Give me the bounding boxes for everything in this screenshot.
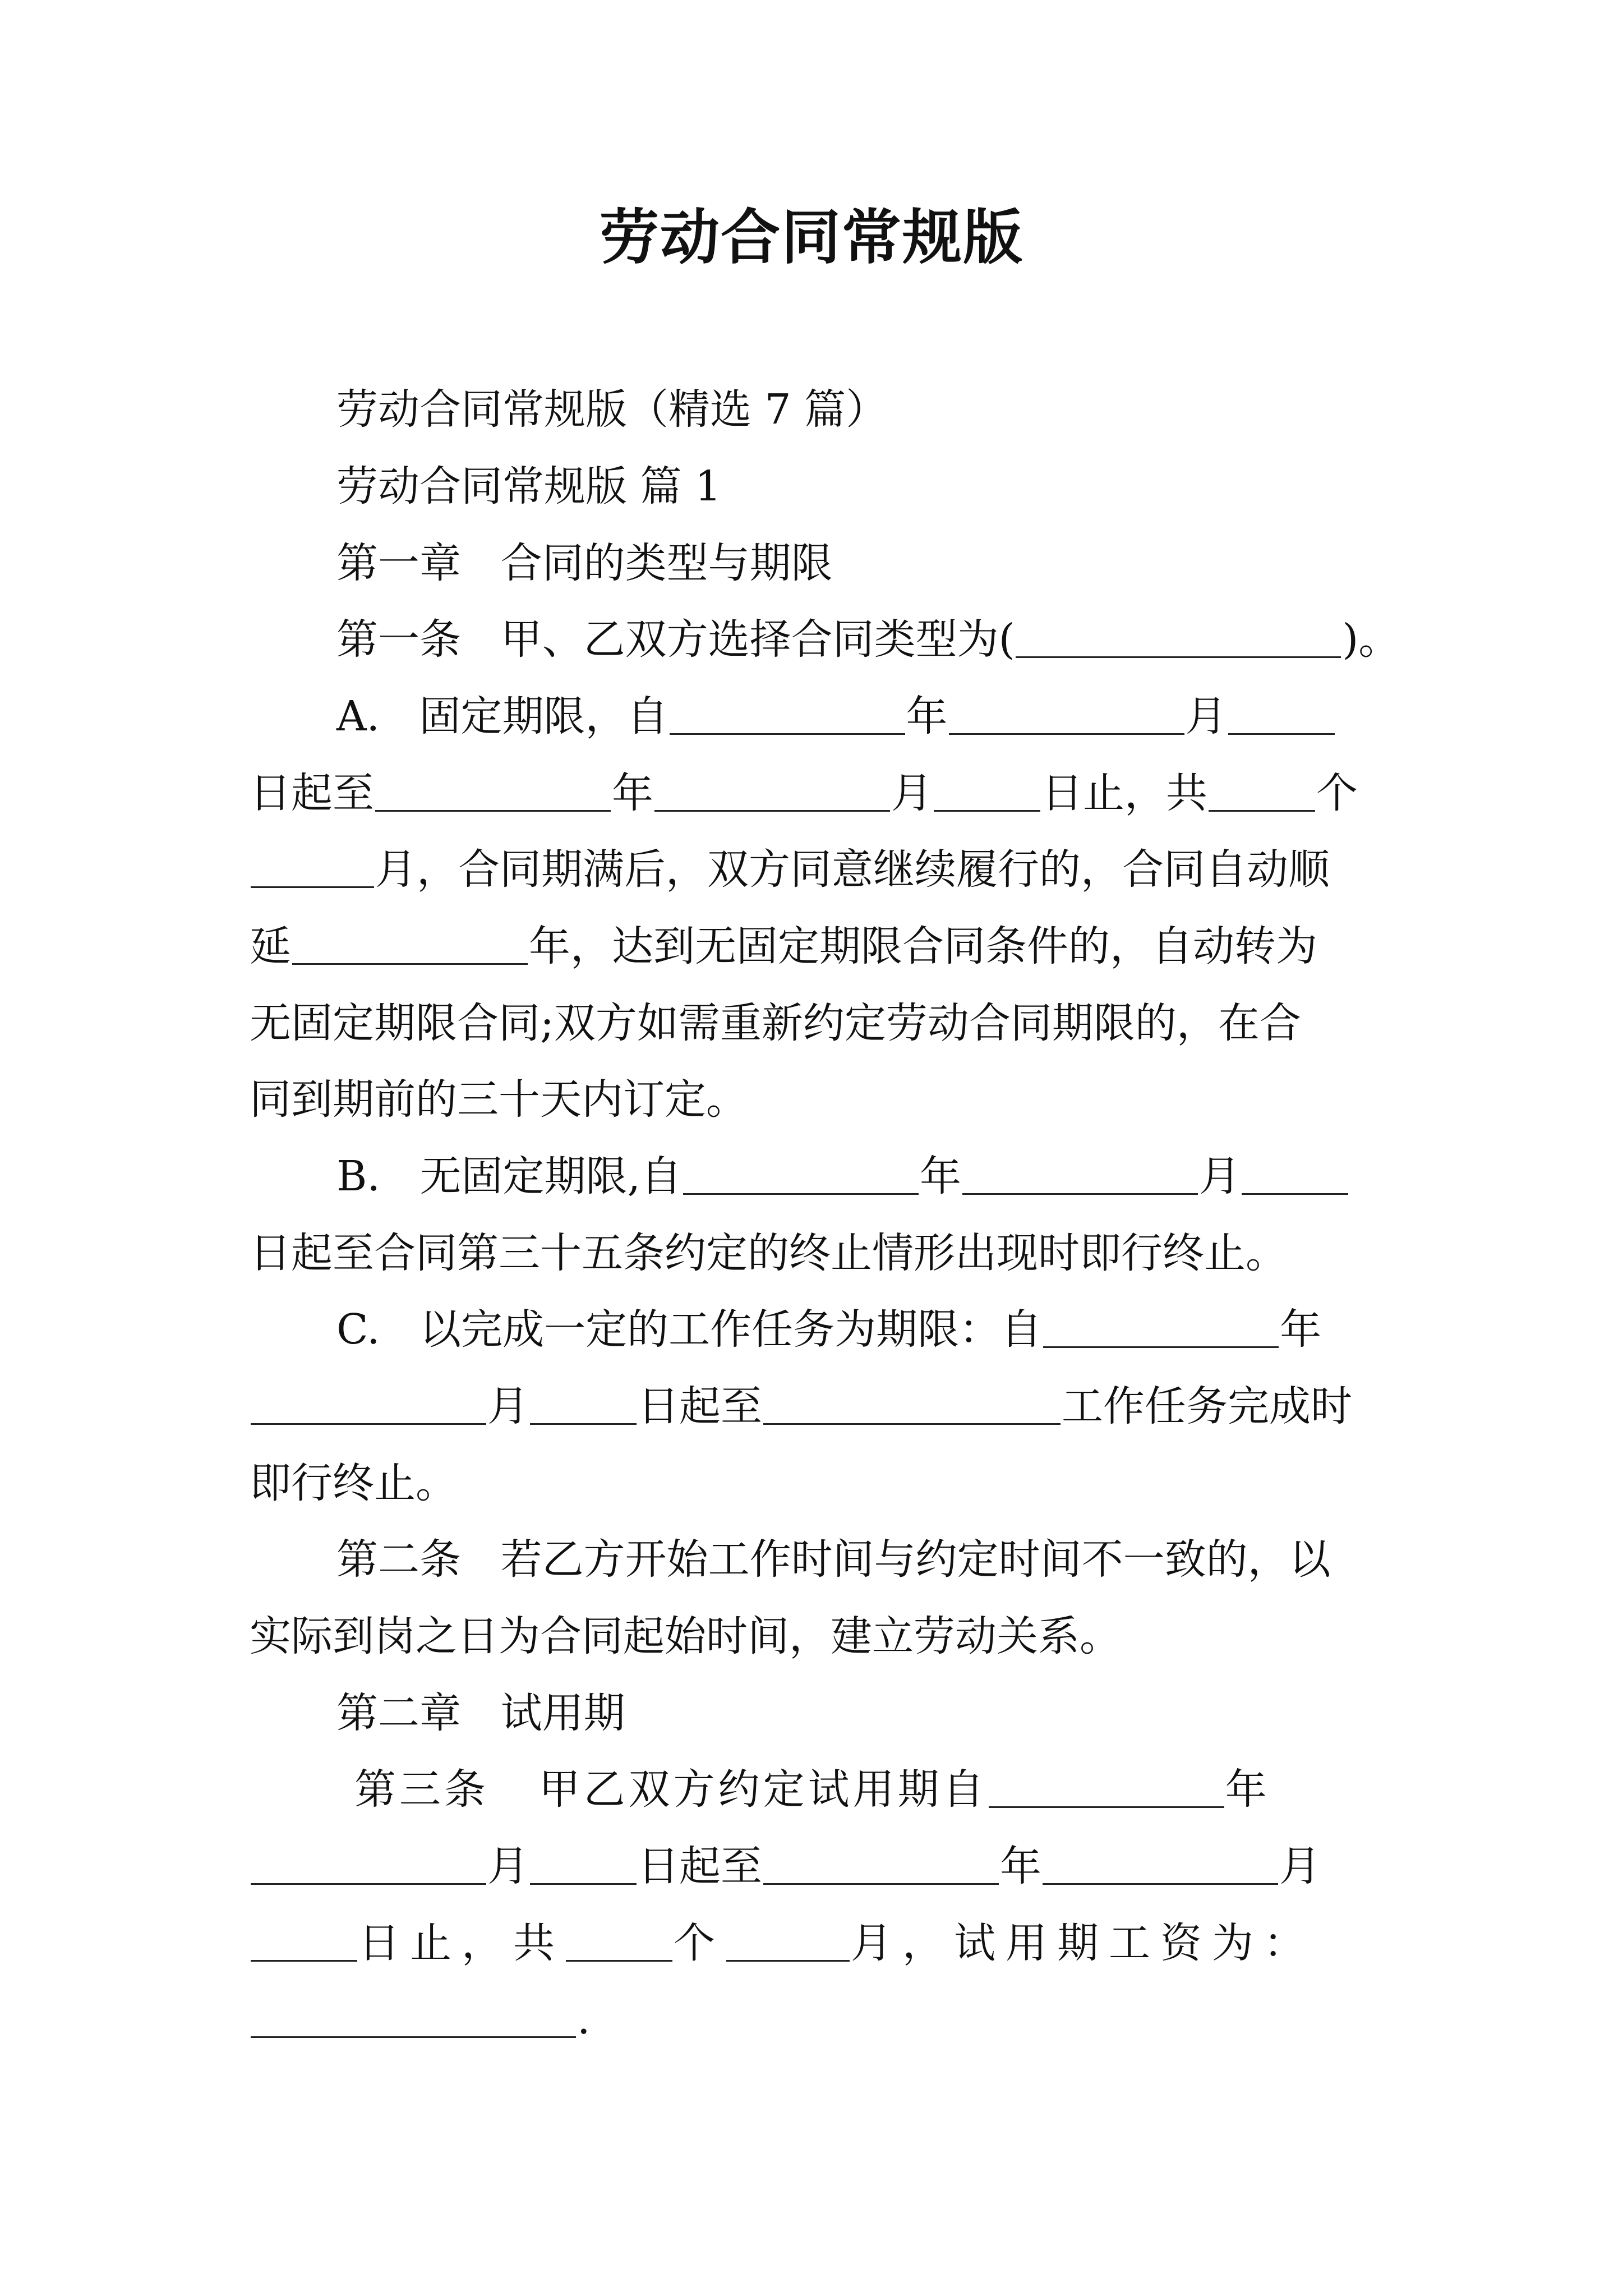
blank-field — [949, 697, 1184, 735]
article-1-line: 第一条 甲、乙双方选择合同类型为( )。 — [336, 615, 1400, 664]
blank-field — [566, 1924, 672, 1962]
blank-field — [670, 697, 905, 735]
blank-field — [726, 1924, 850, 1962]
clause-a-line-6: 同到期前的三十天内订定。 — [250, 1075, 748, 1124]
blank-field — [530, 1387, 637, 1425]
blank-field — [251, 1924, 357, 1962]
blank-field — [1016, 620, 1341, 658]
blank-field — [763, 1387, 1061, 1425]
blank-field — [251, 1387, 486, 1425]
chapter-1-heading: 第一章 合同的类型与期限 — [336, 539, 833, 587]
clause-c-line-2: 月 日起至 工作任务完成时 — [250, 1367, 1352, 1446]
article-3-line-1: 第三条 甲乙双方约定试用期自 年 — [354, 1765, 1270, 1814]
blank-field — [763, 1847, 999, 1885]
section-heading: 劳动合同常规版 篇 1 — [336, 462, 722, 510]
clause-a-line-4: 延 年，达到无固定期限合同条件的，自动转为 — [250, 922, 1317, 970]
article-2-line-1: 第二条 若乙方开始工作时间与约定时间不一致的，以 — [336, 1535, 1331, 1584]
clause-a-line-5: 无固定期限合同;双方如需重新约定劳动合同期限的，在合 — [250, 999, 1301, 1047]
blank-field — [654, 774, 890, 812]
blank-field — [683, 1157, 919, 1195]
blank-field — [934, 774, 1040, 812]
article-3-line-4: . — [250, 1980, 591, 2059]
clause-a-line-3: 月，合同期满后，双方同意继续履行的，合同自动顺 — [250, 830, 1330, 909]
blank-field — [530, 1847, 637, 1885]
blank-field — [1242, 1157, 1348, 1195]
blank-field — [989, 1770, 1224, 1808]
clause-c-line-3: 即行终止。 — [250, 1459, 457, 1507]
chapter-2-heading: 第二章 试用期 — [336, 1689, 625, 1737]
article-2-line-2: 实际到岗之日为合同起始时间，建立劳动关系。 — [250, 1612, 1121, 1660]
article-3-line-3: 日止，共 个 月，试用期工资为： — [250, 1904, 1315, 1982]
blank-field — [1209, 774, 1315, 812]
article-3-line-2: 月 日起至 年 月 — [250, 1827, 1321, 1906]
blank-field — [251, 850, 374, 888]
blank-field — [292, 927, 528, 965]
blank-field — [962, 1157, 1198, 1195]
blank-field — [1043, 1310, 1279, 1348]
clause-a-line-1: A. 固定期限，自 年 月 — [336, 677, 1336, 756]
subtitle-selection: 劳动合同常规版（精选 7 篇） — [336, 385, 888, 434]
clause-b-line-2: 日起至合同第三十五条约定的终止情形出现时即行终止。 — [250, 1229, 1287, 1277]
blank-field — [1043, 1847, 1278, 1885]
clause-a-line-2: 日起至 年 月 日止，共 个 — [250, 769, 1358, 817]
document-title: 劳动合同常规版 — [600, 202, 1023, 272]
blank-field — [375, 774, 611, 812]
blank-field — [251, 2000, 576, 2038]
blank-field — [1228, 697, 1335, 735]
clause-b-line-1: B. 无固定期限,自 年 月 — [336, 1137, 1349, 1216]
blank-field — [251, 1847, 486, 1885]
clause-c-line-1: C. 以完成一定的工作任务为期限：自 年 — [336, 1305, 1322, 1354]
